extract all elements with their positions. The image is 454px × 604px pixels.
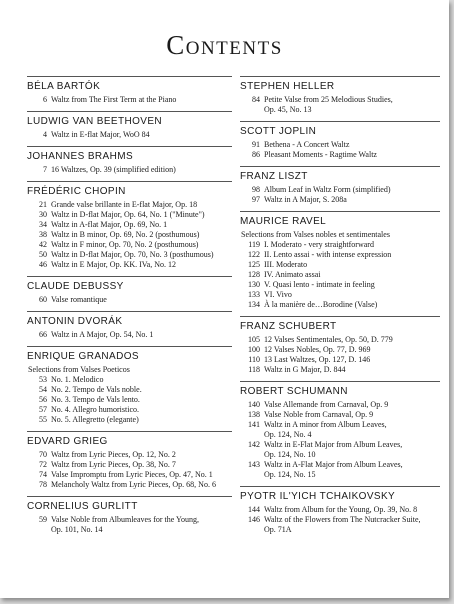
piece-title: Waltz in A-Flat Major from Album Leaves,: [264, 460, 403, 469]
composer-section: [27, 111, 232, 140]
composer-section: [27, 146, 232, 175]
page-number: 118: [248, 365, 260, 374]
toc-entry[interactable]: [240, 95, 440, 105]
page-number: 146: [248, 515, 260, 524]
toc-entry[interactable]: [27, 375, 232, 385]
composer-section: [27, 346, 232, 425]
composer-heading: ROBERT SCHUMANN: [240, 386, 348, 397]
page-number: 144: [248, 505, 260, 514]
piece-title: Waltz in E-flat Major, WoO 84: [51, 130, 150, 139]
page-number: 56: [39, 395, 47, 404]
toc-entry[interactable]: [240, 240, 440, 250]
toc-entry[interactable]: [27, 210, 232, 220]
page-number: 60: [39, 295, 47, 304]
page-number: 142: [248, 440, 260, 449]
composer-section: [240, 486, 440, 535]
page-number: 54: [39, 385, 47, 394]
piece-title-continued: Op. 101, No. 14: [51, 525, 103, 534]
piece-title: 12 Valses Sentimentales, Op. 50, D. 779: [264, 335, 393, 344]
entry-list: [240, 185, 440, 205]
toc-entry[interactable]: [240, 335, 440, 345]
entry-list: [27, 450, 232, 490]
piece-title-continued: Op. 124, No. 10: [264, 450, 316, 459]
piece-title: VI. Vivo: [264, 290, 292, 299]
toc-entry[interactable]: [27, 250, 232, 260]
composer-heading: ENRIQUE GRANADOS: [27, 351, 139, 362]
toc-entry[interactable]: [27, 165, 232, 175]
piece-title: Waltz in F minor, Op. 70, No. 2 (posthumous): [51, 240, 199, 249]
toc-entry[interactable]: [27, 240, 232, 250]
piece-title: Waltz in E Major, Op. KK. IVa, No. 12: [51, 260, 177, 269]
piece-title: Valse Noble from Carnaval, Op. 9: [264, 410, 374, 419]
page-number: 34: [39, 220, 47, 229]
composer-section: [27, 431, 232, 490]
composer-heading: SCOTT JOPLIN: [240, 126, 317, 137]
piece-title: I. Moderato - very straightforward: [264, 240, 374, 249]
toc-entry[interactable]: [240, 140, 440, 150]
entry-list: [27, 165, 232, 175]
piece-title: V. Quasi lento - intimate in feeling: [264, 280, 375, 289]
piece-title: Melancholy Waltz from Lyric Pieces, Op. 68, No. 6: [51, 480, 216, 489]
page-number: 78: [39, 480, 47, 489]
page-number: 140: [248, 400, 260, 409]
piece-title: No. 4. Allegro humoristico.: [51, 405, 139, 414]
page-number: 130: [248, 280, 260, 289]
page-number: 84: [252, 95, 260, 104]
composer-section: [240, 166, 440, 205]
piece-title-continued: Op. 71A: [264, 525, 292, 534]
toc-entry[interactable]: [240, 400, 440, 410]
right-column: [240, 76, 440, 541]
composer-section: [27, 311, 232, 340]
page-number: 66: [39, 330, 47, 339]
composer-section: [240, 121, 440, 160]
piece-title: No. 3. Tempo de Vals lento.: [51, 395, 140, 404]
entry-list: [27, 200, 232, 270]
composer-heading: STEPHEN HELLER: [240, 81, 335, 92]
page-number: 46: [39, 260, 47, 269]
page-number: 125: [248, 260, 260, 269]
composer-heading: CLAUDE DEBUSSY: [27, 281, 124, 292]
composer-heading: FRÉDÉRIC CHOPIN: [27, 186, 126, 197]
piece-title: Pleasant Moments - Ragtime Waltz: [264, 150, 377, 159]
page-number: 91: [252, 140, 260, 149]
section-note: Selections from Valses nobles et sentimentales: [241, 230, 390, 239]
entry-list: [240, 335, 440, 375]
toc-entry[interactable]: [27, 460, 232, 470]
piece-title: Waltz of the Flowers from The Nutcracker Suite,: [264, 515, 421, 524]
page-number: 30: [39, 210, 47, 219]
toc-entry[interactable]: [27, 260, 232, 270]
left-column: [27, 76, 232, 541]
page-number: 38: [39, 230, 47, 239]
page-number: 110: [248, 355, 260, 364]
piece-title: Album Leaf in Waltz Form (simplified): [264, 185, 391, 194]
toc-entry[interactable]: [240, 150, 440, 160]
page-number: 119: [248, 240, 260, 249]
page-number: 122: [248, 250, 260, 259]
piece-title: III. Moderato: [264, 260, 308, 269]
page-number: 134: [248, 300, 260, 309]
toc-entry[interactable]: [240, 290, 440, 300]
composer-heading: FRANZ LISZT: [240, 171, 308, 182]
toc-entry[interactable]: [240, 250, 440, 260]
composer-heading: MAURICE RAVEL: [240, 216, 327, 227]
piece-title: Waltz in B minor, Op. 69, No. 2 (posthumous): [51, 230, 200, 239]
composer-heading: ANTONIN DVORÁK: [27, 316, 123, 327]
composer-heading: JOHANNES BRAHMS: [27, 151, 134, 162]
piece-title: Waltz in A minor from Album Leaves,: [264, 420, 387, 429]
page-number: 50: [39, 250, 47, 259]
entry-list: [240, 400, 440, 480]
piece-title: Waltz in A Major, S. 208a: [264, 195, 347, 204]
composer-heading: EDVARD GRIEG: [27, 436, 108, 447]
piece-title-continued: Op. 124, No. 15: [264, 470, 316, 479]
page-number: 141: [248, 420, 260, 429]
piece-title: Valse Impromptu from Lyric Pieces, Op. 47, No. 1: [51, 470, 213, 479]
page-number: 100: [248, 345, 260, 354]
entry-list: [240, 505, 440, 535]
page-title: Contents: [166, 30, 283, 60]
piece-title: Waltz from The First Term at the Piano: [51, 95, 177, 104]
composer-section: [240, 381, 440, 480]
entry-list: [240, 140, 440, 160]
piece-title: 12 Valses Nobles, Op. 77, D. 969: [264, 345, 371, 354]
composer-section: [240, 211, 440, 310]
entry-list: [27, 130, 232, 140]
toc-entry[interactable]: [27, 330, 232, 340]
composer-heading: FRANZ SCHUBERT: [240, 321, 337, 332]
toc-entry[interactable]: [27, 385, 232, 395]
page-number: 57: [39, 405, 47, 414]
piece-title: Waltz in E-Flat Major from Album Leaves,: [264, 440, 403, 449]
piece-title: No. 5. Allegretto (elegante): [51, 415, 139, 424]
piece-title: Waltz in D-flat Major, Op. 70, No. 3 (posthumous): [51, 250, 214, 259]
toc-entry[interactable]: [27, 130, 232, 140]
composer-heading: LUDWIG VAN BEETHOVEN: [27, 116, 163, 127]
toc-entry[interactable]: [240, 515, 440, 525]
piece-title: Waltz in A-flat Major, Op. 69, No. 1: [51, 220, 168, 229]
page-number: 4: [43, 130, 47, 139]
composer-section: [240, 316, 440, 375]
entry-list: [27, 365, 232, 425]
page-number: 74: [39, 470, 47, 479]
piece-title: 13 Last Waltzes, Op. 127, D. 146: [264, 355, 371, 364]
piece-title: Waltz in G Major, D. 844: [264, 365, 346, 374]
page-number: 143: [248, 460, 260, 469]
toc-entry[interactable]: [240, 185, 440, 195]
toc-entry[interactable]: [240, 345, 440, 355]
piece-title: Valse romantique: [51, 295, 107, 304]
toc-entry[interactable]: [27, 405, 232, 415]
page-number: 105: [248, 335, 260, 344]
piece-title: Bethena - A Concert Waltz: [264, 140, 350, 149]
entry-list: [240, 230, 440, 310]
piece-title: À la manière de…Borodine (Valse): [264, 300, 378, 309]
page-number: 72: [39, 460, 47, 469]
toc-entry[interactable]: [27, 415, 232, 425]
entry-list: [27, 515, 232, 535]
page-number: 6: [43, 95, 47, 104]
entry-list: [27, 295, 232, 305]
piece-title: Waltz in A Major, Op. 54, No. 1: [51, 330, 154, 339]
composer-section: [27, 276, 232, 305]
toc-entry[interactable]: [240, 280, 440, 290]
toc-entry[interactable]: [240, 440, 440, 450]
piece-title: No. 2. Tempo de Vals noble.: [51, 385, 142, 394]
page-number: 53: [39, 375, 47, 384]
piece-title-continued: Op. 124, No. 4: [264, 430, 312, 439]
page-number: 59: [39, 515, 47, 524]
toc-entry[interactable]: [240, 365, 440, 375]
toc-entry[interactable]: [27, 230, 232, 240]
page-number: 86: [252, 150, 260, 159]
page-number: 42: [39, 240, 47, 249]
entry-list: [240, 95, 440, 115]
piece-title: Waltz in D-flat Major, Op. 64, No. 1 ("Minute"): [51, 210, 205, 219]
piece-title: No. 1. Melodico: [51, 375, 104, 384]
piece-title: Petite Valse from 25 Melodious Studies,: [264, 95, 393, 104]
section-note: Selections from Valses Poeticos: [28, 365, 130, 374]
page-number: 70: [39, 450, 47, 459]
page-number: 55: [39, 415, 47, 424]
page-number: 133: [248, 290, 260, 299]
composer-heading: PYOTR IL'YICH TCHAIKOVSKY: [240, 491, 396, 502]
page-number: 97: [252, 195, 260, 204]
toc-entry[interactable]: [240, 505, 440, 515]
composer-heading: CORNELIUS GURLITT: [27, 501, 138, 512]
toc-entry[interactable]: [27, 470, 232, 480]
page-number: 128: [248, 270, 260, 279]
piece-title: Waltz from Lyric Pieces, Op. 12, No. 2: [51, 450, 176, 459]
toc-entry[interactable]: [240, 420, 440, 430]
toc-entry[interactable]: [27, 220, 232, 230]
piece-title: Valse Noble from Albumleaves for the Young,: [51, 515, 199, 524]
piece-title: 16 Waltzes, Op. 39 (simplified edition): [51, 165, 176, 174]
piece-title-continued: Op. 45, No. 13: [264, 105, 312, 114]
toc-entry[interactable]: [27, 515, 232, 525]
toc-entry[interactable]: [240, 270, 440, 280]
toc-entry[interactable]: [240, 355, 440, 365]
toc-entry[interactable]: [27, 200, 232, 210]
entry-list: [27, 95, 232, 105]
composer-section: [240, 76, 440, 115]
piece-title: Waltz from Lyric Pieces, Op. 38, No. 7: [51, 460, 176, 469]
page-number: 138: [248, 410, 260, 419]
composer-section: [27, 496, 232, 535]
toc-entry[interactable]: [240, 195, 440, 205]
piece-title: II. Lento assai - with intense expression: [264, 250, 392, 259]
composer-section: [27, 76, 232, 105]
page-number: 7: [43, 165, 47, 174]
piece-title: IV. Animato assai: [264, 270, 321, 279]
toc-entry[interactable]: [240, 410, 440, 420]
toc-entry[interactable]: [27, 95, 232, 105]
page-number: 21: [39, 200, 47, 209]
toc-entry[interactable]: [240, 300, 440, 310]
toc-entry[interactable]: [27, 450, 232, 460]
toc-entry[interactable]: [27, 480, 232, 490]
toc-entry[interactable]: [27, 295, 232, 305]
toc-entry[interactable]: [27, 395, 232, 405]
piece-title: Waltz from Album for the Young, Op. 39, No. 8: [264, 505, 418, 514]
piece-title: Grande valse brillante in E-flat Major, Op. 18: [51, 200, 198, 209]
page-number: 98: [252, 185, 260, 194]
toc-entry[interactable]: [240, 260, 440, 270]
composer-section: [27, 181, 232, 270]
piece-title: Valse Allemande from Carnaval, Op. 9: [264, 400, 389, 409]
toc-entry[interactable]: [240, 460, 440, 470]
composer-heading: BÉLA BARTÓK: [27, 81, 101, 92]
entry-list: [27, 330, 232, 340]
